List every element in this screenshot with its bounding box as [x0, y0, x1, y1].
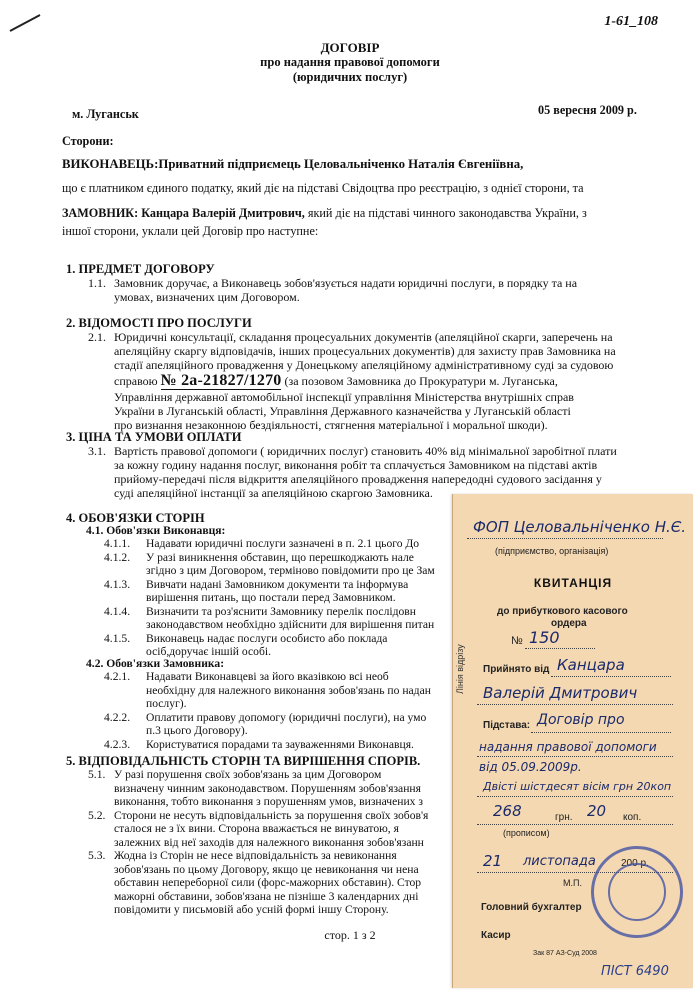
executor-name: Приватний підприємець Целовальніченко Наталія Євгеніївна, — [158, 157, 524, 171]
clause-text: умовах, визначених цим Договором. — [114, 290, 300, 304]
clause-text: необхідну для належного виконання зобов'язань по надан — [146, 683, 431, 697]
receipt-basis-handwritten-2: надання правової допомоги — [479, 740, 657, 754]
clause-text: п.3 цього Договору). — [146, 724, 248, 737]
clause-text: вирішення питань, що постали перед Замовником. — [146, 591, 396, 604]
clause-text: Виконавець надає послуги особисто або поклада — [146, 631, 388, 645]
receipt-title: КВИТАНЦІЯ — [533, 576, 613, 590]
clause-number: 4.2.2. — [104, 710, 131, 724]
title-line-3: (юридичних послуг) — [292, 70, 408, 84]
clause-text: Юридичні консультації, складання процесуальних документів (апеляційної скарги, заперечень на — [114, 330, 613, 344]
clause-text: Надавати юридичні послуги зазначені в п. 2.1 цього До — [146, 537, 420, 550]
customer-details-2: іншої сторони, уклали цей Договір про наступне: — [62, 224, 319, 238]
subsection-4-2-heading: 4.2. Обов'язки Замовника: — [86, 657, 225, 670]
receipt-kop-handwritten: 20 — [587, 802, 607, 820]
customer-name: Канцара Валерій Дмитрович, — [141, 206, 305, 220]
case-number-text: № 2а-21827/1270 — [160, 372, 282, 389]
clause-text: обставин непереборної сили (форс-мажорних обставин). Стор — [114, 876, 422, 889]
receipt-payer-name-handwritten: Валерій Дмитрович — [483, 684, 638, 702]
title-line-1: ДОГОВІР — [320, 40, 380, 55]
section-1-heading: 1. ПРЕДМЕТ ДОГОВОРУ — [66, 262, 215, 276]
clause-text: стадії апеляційного провадження у Донецькому апеляційному адміністративному суді за судовою — [114, 358, 614, 372]
clause-text: У разі виникнення обставин, що перешкоджають нале — [146, 550, 414, 564]
section-1-body — [88, 276, 668, 304]
clause-text: Оплатити правову допомогу (юридичні послуги), на умо — [146, 710, 427, 724]
parties-label: Сторони: — [62, 134, 114, 148]
clause-text: У разі порушення своїх зобов'язань за цим Договором — [114, 768, 382, 781]
section-4-2-items — [104, 670, 454, 751]
receipt-received-from-label: Прийнято від — [483, 664, 550, 675]
clause-number: 5.1. — [88, 768, 106, 781]
clause-text: згідно з цим Договором, терміново повідомити про це Зам — [146, 564, 435, 577]
clause-text: України в Луганській області, Управління Державного казначейства у Луганській області — [114, 404, 571, 418]
receipt-number-label: № — [511, 635, 523, 647]
clause-text: законодавством необхідно здійснити для вирішення питан — [146, 618, 435, 631]
receipt-basis-handwritten-1: Договір про — [537, 712, 625, 728]
executor-label: ВИКОНАВЕЦЬ: — [62, 157, 159, 171]
payment-receipt — [452, 494, 693, 988]
receipt-payer-surname-handwritten: Канцара — [557, 656, 625, 674]
case-number — [161, 372, 282, 390]
clause-text: Замовник доручає, а Виконавець зобов'язується надати юридичні послуги, в порядку та на — [114, 276, 578, 290]
section-2-heading: 2. ВІДОМОСТІ ПРО ПОСЛУГИ — [66, 316, 252, 330]
receipt-cashier: Касир — [481, 930, 511, 941]
clause-text: зобов'язань по цьому Договору, якщо це невиконання чи нена — [114, 862, 419, 876]
clause-text: Визначити та роз'яснити Замовнику перелік послідовн — [146, 604, 416, 618]
section-5-items — [88, 768, 452, 917]
document-title — [0, 40, 700, 85]
receipt-date-day-handwritten: 21 — [483, 852, 503, 870]
pen-mark — [10, 14, 41, 32]
receipt-kop-label: коп. — [623, 812, 642, 823]
receipt-cut-line-label: Лінія відрізу — [455, 644, 465, 694]
clause-number: 4.1.4. — [104, 604, 131, 618]
clause-text: визначену чинним законодавством. Порушенням зобов'язання — [114, 781, 421, 795]
clause-number: 3.1. — [88, 444, 106, 458]
case-suffix: (за позовом Замовника до Прокуратури м. Луганська, — [284, 374, 558, 388]
clause-text: осіб,доручає іншій особі. — [146, 645, 271, 658]
clause-number: 5.3. — [88, 849, 106, 862]
city: м. Луганськ — [72, 107, 139, 121]
clause-text: Надавати Виконавцеві за його вказівкою всі необ — [146, 670, 389, 683]
clause-text: сталося не з їх вини. Сторона вважається не винуватою, я — [114, 822, 399, 835]
executor-details: що є платником єдиного податку, який діє на підставі Свідоцтва про реєстрацію, з однієї сторони, та — [62, 181, 584, 195]
receipt-mp: М.П. — [563, 878, 582, 888]
clause-number: 4.1.3. — [104, 577, 131, 591]
clause-number: 4.1.2. — [104, 550, 131, 564]
clause-text: Вартість правової допомоги ( юридичних послуг) становить 40% від мінімальної заробітної плати — [114, 444, 617, 458]
clause-text: за кожну годину надання послуг, виконання робіт та сплачується Замовником на підставі актів — [114, 458, 598, 472]
contract-date: 05 вересня 2009 р. — [538, 103, 637, 117]
receipt-currency-label: грн. — [555, 812, 573, 823]
clause-number: 4.1.1. — [104, 537, 131, 550]
clause-text: про визнання незаконною бездіяльності, стягнення матеріальної і моральної шкоди). — [114, 418, 548, 432]
receipt-to-order: до прибуткового касового — [497, 606, 628, 617]
section-4-1-items — [104, 537, 454, 659]
round-stamp — [591, 846, 683, 938]
section-3-body — [88, 444, 668, 500]
section-3-heading: 3. ЦІНА ТА УМОВИ ОПЛАТИ — [66, 430, 242, 444]
clause-text: Користуватися порадами та зауваженнями Виконавця. — [146, 737, 414, 751]
clause-number: 4.2.1. — [104, 670, 131, 683]
title-line-2: про надання правової допомоги — [260, 55, 440, 69]
clause-text: Сторони не несуть відповідальність за порушення своїх зобов'я — [114, 808, 429, 822]
customer-details: який діє на підставі чинного законодавства України, з — [307, 206, 587, 220]
page-number: стор. 1 з 2 — [324, 928, 376, 942]
clause-text: повідомити у письмовій або усній формі іншу Сторону. — [114, 903, 389, 916]
receipt-amount-handwritten: 268 — [493, 802, 522, 820]
section-5-heading: 5. ВІДПОВІДАЛЬНІСТЬ СТОРІН ТА ВИРІШЕННЯ СПОРІВ. — [66, 754, 421, 768]
receipt-org-caption: (підприємство, організація) — [495, 546, 609, 556]
clause-text: Вивчати надані Замовником документи та інформува — [146, 577, 409, 591]
receipt-in-words-caption: (прописом) — [503, 828, 550, 838]
receipt-basis-handwritten-3: від 05.09.2009р. — [479, 760, 582, 774]
receipt-date-month-handwritten: листопада — [523, 854, 596, 869]
clause-text: Управління державної автомобільної інспекції управління Міністерства внутрішніх справ — [114, 390, 574, 404]
clause-number: 4.1.5. — [104, 631, 131, 645]
receipt-date-year: 200 р. — [621, 858, 649, 869]
receipt-basis-label: Підстава: — [483, 720, 531, 731]
clause-text: послуг). — [146, 697, 187, 710]
clause-text: залежних від неї заходів для належного виконання зобов'язанн — [114, 835, 424, 849]
case-prefix: справою — [114, 374, 158, 388]
clause-text: апеляційну скаргу відповідачів, інших процесуальних документів) для захисту прав Замовника на — [114, 344, 616, 358]
section-4-heading: 4. ОБОВ'ЯЗКИ СТОРІН — [66, 511, 205, 525]
clause-number: 1.1. — [88, 276, 106, 290]
clause-text: прийому-передачі після відкриття апеляційного провадження напередодні судового засідання у — [114, 472, 602, 486]
clause-number: 2.1. — [88, 330, 106, 344]
receipt-order: ордера — [551, 618, 587, 629]
clause-number: 5.2. — [88, 808, 106, 822]
subsection-4-1-heading: 4.1. Обов'язки Виконавця: — [86, 524, 226, 537]
document-id: 1-61_108 — [604, 14, 658, 29]
receipt-form-code: Зак 87 АЗ-Суд 2008 — [533, 950, 597, 957]
clause-text: виконання, тобто виконання з порушенням умов, визначених з — [114, 795, 423, 808]
clause-text: мажорні обставини, зобов'язана не пізніше 3 календарних дні — [114, 889, 419, 903]
executor-line — [62, 157, 523, 172]
clause-number: 4.2.3. — [104, 737, 131, 751]
receipt-chief-accountant: Головний бухгалтер — [481, 902, 582, 913]
receipt-bottom-handwritten: ПІСТ 6490 — [601, 964, 669, 979]
clause-text: Жодна із Сторін не несе відповідальність за невиконання — [114, 849, 397, 862]
customer-line — [62, 206, 587, 221]
receipt-number-handwritten: 150 — [529, 628, 560, 647]
customer-label: ЗАМОВНИК: — [62, 206, 139, 220]
receipt-sum-words-handwritten: Двісті шістдесят вісім грн 20коп — [483, 780, 672, 793]
receipt-payee-handwritten: ФОП Целовальніченко Н.Є. — [473, 518, 687, 536]
section-2-body — [88, 330, 668, 432]
case-number-line — [88, 372, 668, 390]
clause-text: суді апеляційної інстанції за апеляційною скаргою Замовника. — [114, 486, 433, 500]
